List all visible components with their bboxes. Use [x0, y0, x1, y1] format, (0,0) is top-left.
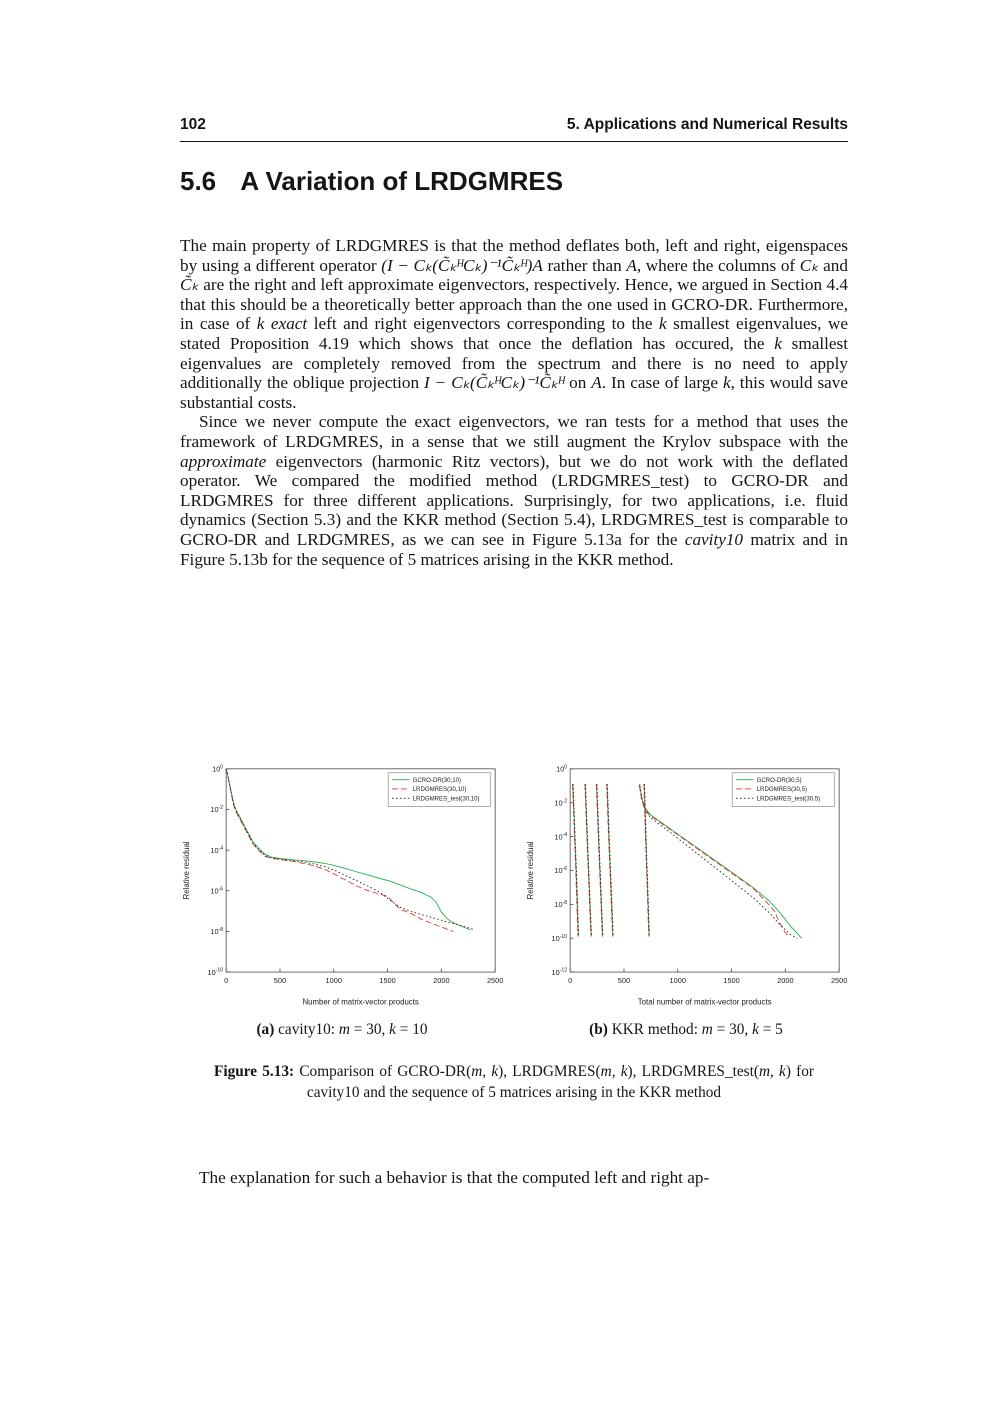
cavity10-convergence-plot: [180, 760, 504, 1007]
svg-text:LRDGMRES_test(30,10): LRDGMRES_test(30,10): [412, 795, 480, 803]
svg-text:100: $10^0$: [212, 764, 224, 774]
svg-text:GCRO-DR(30,5): GCRO-DR(30,5): [756, 776, 802, 784]
svg-text:2000: 2000: [777, 975, 794, 985]
svg-text:10-10: $10^{-10}$: [207, 967, 224, 977]
svg-text:2000: 2000: [433, 975, 450, 985]
subcaption-b: (b) KKR method: m = 30, k = 5: [589, 1021, 783, 1039]
svg-text:10-4: $10^{-4}$: [210, 845, 224, 855]
section-heading: [180, 166, 563, 197]
svg-text:10-6: $10^{-6}$: [210, 886, 224, 896]
svg-text:10-10: $10^{-10}$: [551, 933, 568, 943]
svg-text:2500: 2500: [486, 975, 504, 985]
svg-text:Total number of matrix-vector: Total number of matrix-vector products: [637, 997, 772, 1007]
svg-text:1000: 1000: [669, 975, 686, 985]
svg-text:500: 500: [273, 975, 287, 985]
figure-5-13: [180, 760, 848, 1039]
running-header: 5. Applications and Numerical Results: [566, 116, 848, 133]
subfigure-a: [180, 760, 504, 1039]
svg-text:10-2: $10^{-2}$: [554, 798, 568, 808]
svg-text:10-8: $10^{-8}$: [210, 927, 224, 937]
svg-text:10-6: $10^{-6}$: [554, 866, 568, 876]
page-header: [180, 116, 848, 142]
body-text: [180, 236, 848, 569]
section-title: A Variation of LRDGMRES: [240, 166, 564, 196]
svg-text:10-2: $10^{-2}$: [210, 805, 224, 815]
svg-text:10-4: $10^{-4}$: [554, 832, 568, 842]
kkr-convergence-plot: [524, 760, 848, 1007]
svg-text:0: 0: [568, 975, 573, 985]
svg-text:100: $10^0$: [556, 764, 568, 774]
page-number: 102: [180, 116, 206, 133]
section-number: 5.6: [180, 166, 217, 196]
svg-text:1500: 1500: [379, 975, 396, 985]
figure-caption: Figure 5.13: Comparison of GCRO-DR(m, k), LRDGMRES(m, k), LRDGMRES_test(m, k) for cavity10 and the sequence of 5 matrices arising in the KKR method: [214, 1063, 814, 1101]
svg-text:GCRO-DR(30,10): GCRO-DR(30,10): [412, 776, 461, 784]
paragraph-2: Since we never compute the exact eigenvectors, we ran tests for a method that uses the framework of LRDGMRES, in a sense that we still augment the Krylov subspace with the approximate eigenvectors (harmonic Ritz vectors), but we do not work with the deflated operator. We compared the modified method (LRDGMRES_test) to GCRO-DR and LRDGMRES for three different applications. Surprisingly, for two applications, i.e. fluid dynamics (Section 5.3) and the KKR method (Section 5.4), LRDGMRES_test is comparable to GCRO-DR and LRDGMRES, as we can see in Figure 5.13a for the cavity10 matrix and in Figure 5.13b for the sequence of 5 matrices arising in the KKR method.: [180, 412, 848, 569]
subfigure-b: [524, 760, 848, 1039]
svg-text:LRDGMRES(30,5): LRDGMRES(30,5): [756, 786, 808, 794]
svg-text:10-12: $10^{-12}$: [551, 967, 568, 977]
svg-text:LRDGMRES(30,10): LRDGMRES(30,10): [412, 786, 467, 794]
paragraph-1: The main property of LRDGMRES is that the method deflates both, left and right, eigenspaces by using a different operator (I − Cₖ(C̃ₖᴴCₖ)⁻¹C̃ₖᴴ)A rather than A, where the columns of Cₖ and C̃ₖ are the right and left approximate eigenvectors, respectively. Hence, we argued in Section 4.4 that this should be a theoretically better approach than the one used in GCRO-DR. Furthermore, in case of k exact left and right eigenvectors corresponding to the k smallest eigenvalues, we stated Proposition 4.19 which shows that once the deflation has occured, the k smallest eigenvalues are completely removed from the spectrum and there is no need to apply additionally the oblique projection I − Cₖ(C̃ₖᴴCₖ)⁻¹C̃ₖᴴ on A. In case of large k, this would save substantial costs.: [180, 236, 849, 412]
svg-text:Relative residual: Relative residual: [525, 841, 535, 900]
svg-text:Relative residual: Relative residual: [181, 841, 191, 900]
svg-text:1500: 1500: [723, 975, 740, 985]
subcaption-a: (a) cavity10: m = 30, k = 10: [256, 1021, 428, 1039]
svg-text:Number of matrix-vector produc: Number of matrix-vector products: [302, 997, 419, 1007]
paragraph-3: The explanation for such a behavior is that the computed left and right ap-: [199, 1168, 710, 1187]
svg-text:1000: 1000: [325, 975, 342, 985]
svg-text:10-8: $10^{-8}$: [554, 899, 568, 910]
svg-text:500: 500: [617, 975, 631, 985]
svg-text:2500: 2500: [830, 975, 848, 985]
svg-text:LRDGMRES_test(30,5): LRDGMRES_test(30,5): [756, 795, 821, 803]
svg-text:0: 0: [224, 975, 229, 985]
